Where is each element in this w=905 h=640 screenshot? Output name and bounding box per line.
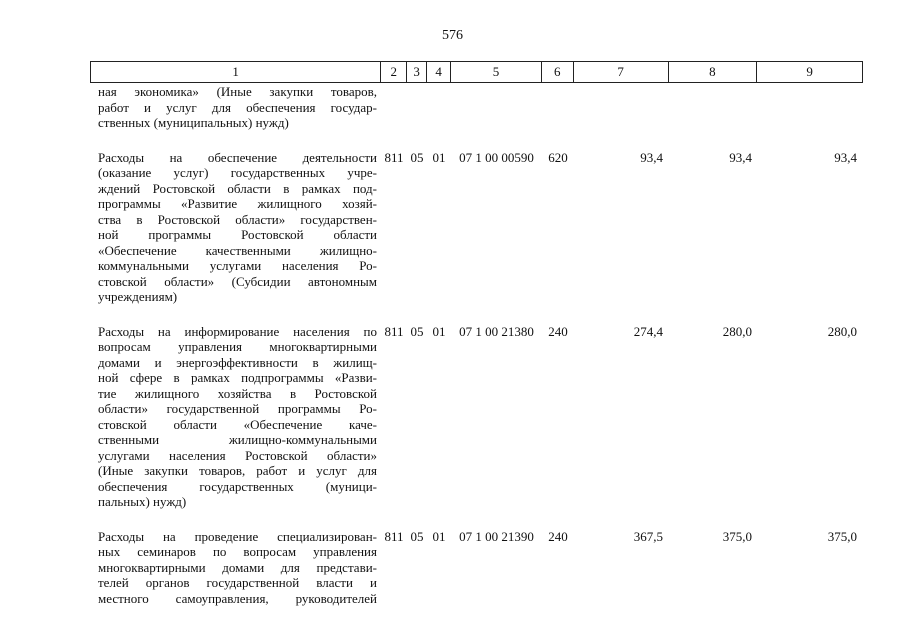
table-body (90, 84, 863, 606)
cell-expense-type: 240 (548, 323, 568, 339)
budget-table (90, 61, 863, 625)
cell-target-code: 07 1 00 00590 (459, 149, 534, 165)
table-row (90, 529, 863, 607)
row-description (90, 529, 381, 607)
cell-amount-3: 375,0 (827, 528, 857, 544)
table-row (90, 324, 863, 510)
description-line: местного самоуправления, руководителей (98, 590, 377, 606)
cell-subsection-code (427, 84, 451, 131)
description-line: ной программы Ростовской области (98, 227, 377, 242)
description-line: домами и энергоэффективности в жилищ- (98, 354, 377, 370)
header-col-9: 9 (806, 64, 813, 79)
description-line: ства в Ростовской области» государствен- (98, 211, 377, 227)
cell-target-code: 07 1 00 21390 (459, 528, 534, 544)
cell-expense-type: 620 (548, 149, 568, 165)
cell-section-code: 05 (410, 149, 424, 165)
cell-expense-type: 240 (548, 528, 568, 544)
description-line: ная экономика» (Иные закупки товаров, (98, 84, 377, 99)
cell-amount-2 (669, 84, 758, 131)
cell-amount-1: 93,4 (640, 149, 663, 165)
cell-ministry-code: 811 (384, 323, 404, 339)
cell-ministry-code: 811 (384, 528, 404, 544)
description-line: программы «Развитие жилищного хозяй- (98, 196, 377, 211)
cell-amount-1 (574, 84, 669, 131)
description-line: тие жилищного хозяйства в Ростовской (98, 385, 377, 401)
description-line: ной сфере в рамках подпрограммы «Разви- (98, 370, 377, 385)
cell-section-code: 05 (410, 528, 424, 544)
header-col-2: 2 (381, 62, 407, 82)
description-line: «Обеспечение качественными жилищно- (98, 242, 377, 258)
cell-target-code: 07 1 00 21380 (459, 323, 534, 339)
cell-subsection-code: 01 (432, 149, 446, 165)
header-col-1: 1 (91, 62, 381, 82)
description-line: обеспечения государственных (муници- (98, 478, 377, 494)
cell-amount-2: 93,4 (729, 149, 752, 165)
row-description (90, 84, 381, 131)
description-line: ждений Ростовской области в рамках под- (98, 180, 377, 196)
description-line: ственных (муниципальных) нужд) (98, 115, 289, 130)
description-line: стовской области «Обеспечение каче- (98, 416, 377, 432)
header-col-3: 3 (407, 62, 427, 82)
cell-subsection-code: 01 (432, 528, 446, 544)
description-line: ных семинаров по вопросам управления (98, 544, 377, 559)
table-header (90, 61, 863, 83)
description-line: учреждениям) (98, 289, 178, 304)
cell-section-code: 05 (410, 323, 424, 339)
table-row (90, 150, 863, 305)
cell-amount-3: 280,0 (827, 323, 857, 339)
description-line: вопросам управления многоквартирными (98, 339, 377, 354)
description-line: стовской области» (Субсидии автономным (98, 273, 377, 289)
cell-amount-3 (758, 84, 863, 131)
cell-ministry-code (381, 84, 407, 131)
description-line: ственными жилищно-коммунальными (98, 432, 377, 447)
cell-target-code (451, 84, 542, 131)
description-line: работ и услуг для обеспечения государ- (98, 99, 377, 115)
header-col-6: 6 (542, 62, 574, 82)
cell-amount-1: 274,4 (633, 323, 663, 339)
cell-ministry-code: 811 (384, 149, 404, 165)
description-line: Расходы на проведение специализирован- (98, 528, 377, 544)
cell-amount-2: 280,0 (722, 323, 752, 339)
header-col-8: 8 (669, 62, 758, 82)
cell-expense-type (542, 84, 574, 131)
description-line: коммунальными услугами населения Ро- (98, 258, 377, 273)
cell-amount-1: 367,5 (633, 528, 663, 544)
row-description (90, 324, 381, 510)
cell-amount-3: 93,4 (834, 149, 857, 165)
description-line: Расходы на обеспечение деятельности (98, 149, 377, 165)
cell-amount-2: 375,0 (722, 528, 752, 544)
description-line: Расходы на информирование населения по (98, 323, 377, 339)
table-row (90, 84, 863, 131)
row-description (90, 150, 381, 305)
header-col-5: 5 (451, 62, 542, 82)
page-number: 576 (442, 28, 463, 43)
description-line: телей органов государственной власти и (98, 575, 377, 590)
header-col-4: 4 (427, 62, 451, 82)
description-line: (оказание услуг) государственных учре- (98, 165, 377, 180)
header-col-7: 7 (574, 62, 669, 82)
description-line: услугами населения Ростовской области» (98, 447, 377, 463)
cell-section-code (407, 84, 427, 131)
cell-subsection-code: 01 (432, 323, 446, 339)
description-line: области» государственной программы Ро- (98, 401, 377, 416)
description-line: пальных) нужд) (98, 494, 187, 509)
description-line: многоквартирными домами для представи- (98, 559, 377, 575)
description-line: (Иные закупки товаров, работ и услуг для (98, 463, 377, 478)
